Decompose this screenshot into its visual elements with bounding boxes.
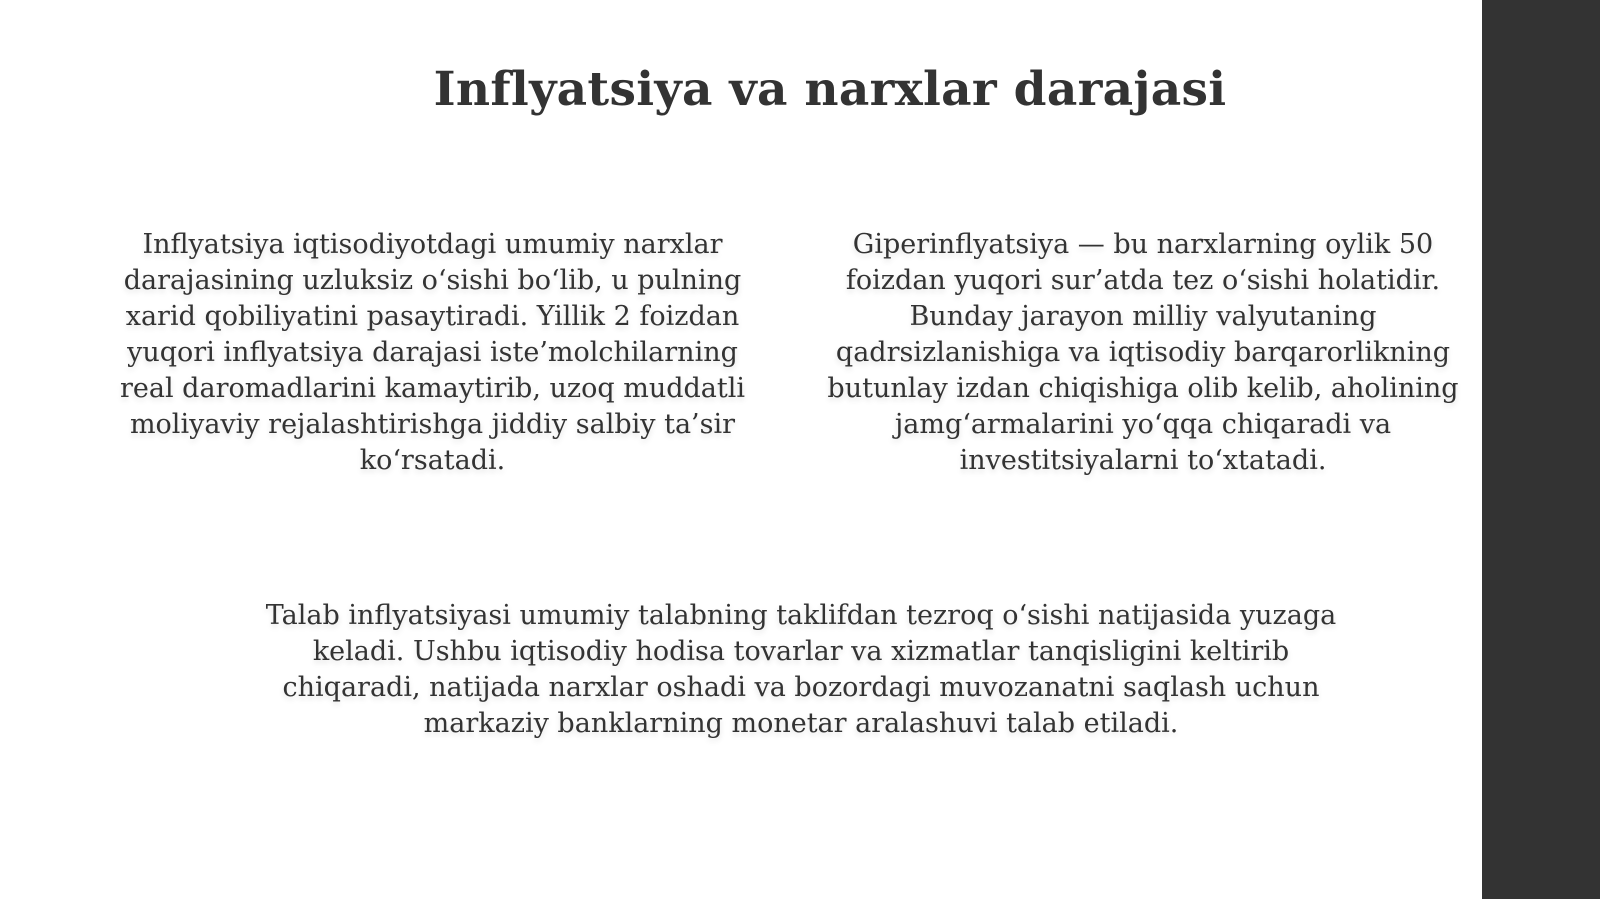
- paragraph-inflation-definition: Inflyatsiya iqtisodiyotdagi umumiy narxlar darajasining uzluksiz o‘sishi bo‘lib, u pulning xarid qobiliyatini pasaytiradi. Yillik 2 foizdan yuqori inflyatsiya darajasi iste’molchilarning real daromadlarini kamaytirib, uzoq muddatli moliyaviy rejalashtirishga jiddiy salbiy ta’sir ko‘rsatadi.: [119, 229, 745, 476]
- slide-title: Inflyatsiya va narxlar darajasi: [433, 62, 1227, 117]
- side-bar: [1482, 0, 1600, 899]
- paragraph-hyperinflation: Giperinflyatsiya — bu narxlarning oylik 50 foizdan yuqori sur’atda tez o‘sishi holatidir. Bunday jarayon milliy valyutaning qadrsizlanishiga va iqtisodiy barqarorlikning butunlay izdan chiqishiga olib kelib, aholining jamg‘armalarini yo‘qqa chiqaradi va investitsiyalarni to‘xtatadi.: [827, 229, 1459, 476]
- paragraph-demand-inflation: Talab inflyatsiyasi umumiy talabning taklifdan tezroq o‘sishi natijasida yuzaga keladi. Ushbu iqtisodiy hodisa tovarlar va xizmatlar tanqisligini keltirib chiqaradi, natijada narxlar oshadi va bozordagi muvozanatni saqlash uchun markaziy banklarning monetar aralashuvi talab etiladi.: [265, 600, 1337, 739]
